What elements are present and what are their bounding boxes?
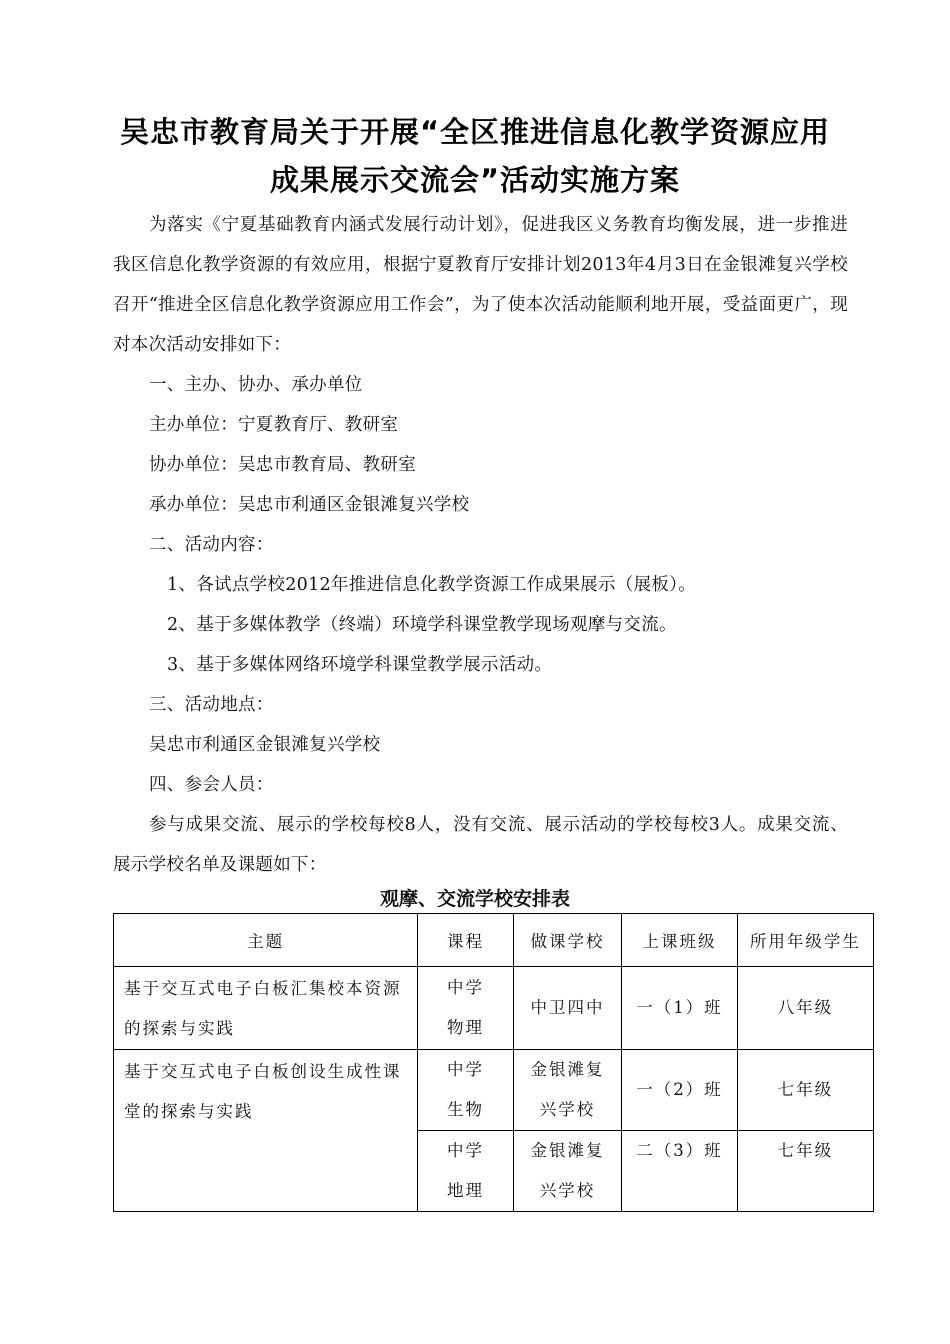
host-unit: 主办单位：宁夏教育厅、教研室 (149, 415, 399, 435)
cell-class: 二（3）班 (622, 1131, 738, 1212)
table-title: 观摩、交流学校安排表 (379, 888, 570, 910)
activity-item: 2、基于多媒体教学（终端）环境学科课堂教学现场观摩与交流。 (167, 615, 677, 635)
course-line: 物理 (447, 1018, 484, 1037)
title-line-2: 成果展示交流会”活动实施方案 (269, 163, 681, 197)
school-line: 金银滩复 (530, 1141, 605, 1160)
header-topic: 主题 (114, 914, 418, 967)
header-grade: 所用年级学生 (737, 914, 873, 967)
header-course: 课程 (418, 914, 514, 967)
co-host-unit: 协办单位：吴忠市教育局、教研室 (149, 455, 416, 475)
cell-school (513, 1131, 621, 1212)
table-row (114, 1050, 874, 1131)
venue: 吴忠市利通区金银滩复兴学校 (149, 735, 381, 755)
course-line: 中学 (447, 1141, 484, 1160)
intro-paragraph: 为落实《宁夏基础教育内涵式发展行动计划》，促进我区义务教育均衡发展，进一步推进我区信息化教学资源的有效应用，根据宁夏教育厅安排计划2013年4月3日在金银滩复兴学校召开“推进全区信息化教学资源应用工作会”，为了使本次活动能顺利地开展，受益面更广，现对本次活动安排如下： (113, 215, 848, 355)
course-line: 中学 (447, 1060, 484, 1079)
school-line: 兴学校 (539, 1181, 596, 1200)
table-row (114, 967, 874, 1050)
course-line: 中学 (447, 978, 484, 997)
school-line: 兴学校 (539, 1100, 596, 1119)
table-header-row (114, 914, 874, 967)
course-line: 地理 (447, 1181, 484, 1200)
attendees-paragraph: 参与成果交流、展示的学校每校8人，没有交流、展示活动的学校每校3人。成果交流、展示学校名单及课题如下： (113, 815, 848, 875)
course-line: 生物 (447, 1100, 484, 1119)
cell-course (418, 1131, 514, 1212)
title-line-1: 吴忠市教育局关于开展“全区推进信息化教学资源应用 (119, 115, 831, 149)
cell-grade: 八年级 (737, 967, 873, 1050)
cell-school: 中卫四中 (513, 967, 621, 1050)
section-heading-3: 三、活动地点： (149, 695, 274, 715)
cell-grade: 七年级 (737, 1131, 873, 1212)
school-line: 金银滩复 (530, 1060, 605, 1079)
schedule-table (113, 913, 874, 1212)
activity-item: 1、各试点学校2012年推进信息化教学资源工作成果展示（展板）。 (167, 575, 697, 595)
cell-course (418, 1050, 514, 1131)
cell-class: 一（2）班 (622, 1050, 738, 1131)
section-heading-4: 四、参会人员： (149, 775, 274, 795)
cell-grade: 七年级 (737, 1050, 873, 1131)
organizer-unit: 承办单位：吴忠市利通区金银滩复兴学校 (149, 495, 470, 515)
document-body (113, 205, 848, 885)
cell-course (418, 967, 514, 1050)
cell-topic: 基于交互式电子白板创设生成性课堂的探索与实践 (114, 1050, 418, 1212)
header-class: 上课班级 (622, 914, 738, 967)
activity-item: 3、基于多媒体网络环境学科课堂教学展示活动。 (167, 655, 553, 675)
section-heading-2: 二、活动内容： (149, 535, 274, 555)
section-heading-1: 一、主办、协办、承办单位 (149, 375, 363, 395)
cell-school (513, 1050, 621, 1131)
header-school: 做课学校 (513, 914, 621, 967)
cell-class: 一（1）班 (622, 967, 738, 1050)
cell-topic: 基于交互式电子白板汇集校本资源的探索与实践 (114, 967, 418, 1050)
